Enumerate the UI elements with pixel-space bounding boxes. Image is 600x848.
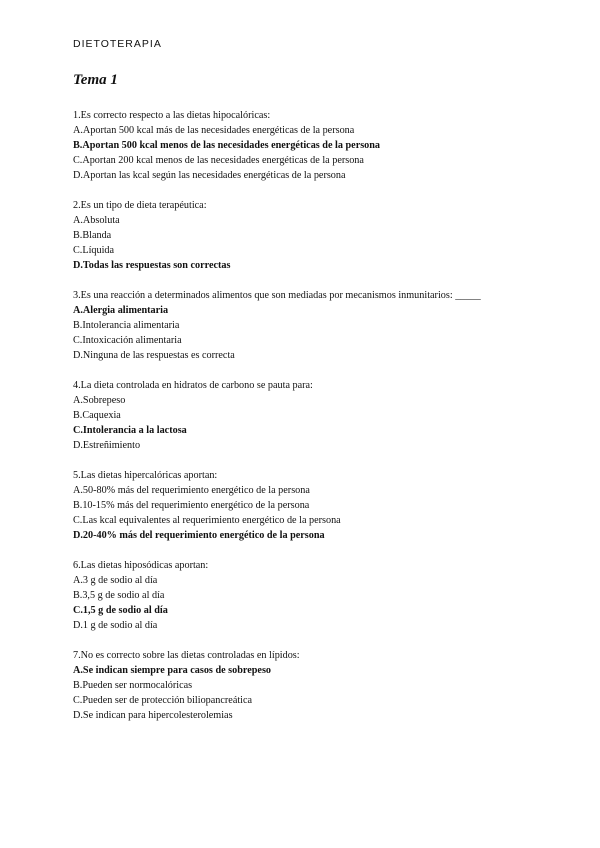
question-text: 7.No es correcto sobre las dietas controladas en lípidos:	[73, 650, 300, 661]
answer-option: D.1 g de sodio al día	[73, 620, 158, 631]
answer-option-correct: D.20-40% más del requerimiento energético de la persona	[73, 530, 325, 541]
answer-option: D.Aportan las kcal según las necesidades energéticas de la persona	[73, 170, 346, 181]
answer-option: B.Pueden ser normocalóricas	[73, 680, 193, 691]
question-block	[73, 108, 543, 183]
answer-option: B.10-15% más del requerimiento energético de la persona	[73, 500, 310, 511]
answer-option: C.Intoxicación alimentaria	[73, 335, 182, 346]
question-block	[73, 288, 543, 363]
answer-option-correct: A.Se indican siempre para casos de sobrepeso	[73, 665, 272, 676]
answer-option-correct: B.Aportan 500 kcal menos de las necesidades energéticas de la persona	[73, 140, 381, 151]
answer-option: D.Estreñimiento	[73, 440, 141, 451]
question-block	[73, 558, 543, 633]
question-text: 2.Es un tipo de dieta terapéutica:	[73, 200, 207, 211]
answer-option-correct: C.Intolerancia a la lactosa	[73, 425, 187, 436]
answer-option-correct: C.1,5 g de sodio al día	[73, 605, 168, 616]
question-text: 1.Es correcto respecto a las dietas hipocalóricas:	[73, 110, 271, 121]
answer-option: A.3 g de sodio al día	[73, 575, 158, 586]
answer-option: D.Ninguna de las respuestas es correcta	[73, 350, 235, 361]
answer-option-correct: D.Todas las respuestas son correctas	[73, 260, 231, 271]
question-text: 4.La dieta controlada en hidratos de carbono se pauta para:	[73, 380, 313, 391]
answer-option: A.Sobrepeso	[73, 395, 126, 406]
answer-option: B.Caquexia	[73, 410, 121, 421]
answer-option: B.Intolerancia alimentaria	[73, 320, 180, 331]
answer-option: C.Pueden ser de protección biliopancreática	[73, 695, 253, 706]
question-block	[73, 648, 543, 723]
answer-option: D.Se indican para hipercolesterolemias	[73, 710, 233, 721]
answer-option: C.Las kcal equivalentes al requerimiento energético de la persona	[73, 515, 341, 526]
section-title: Tema 1	[73, 72, 118, 88]
answer-option: B.3,5 g de sodio al día	[73, 590, 165, 601]
question-block	[73, 378, 543, 453]
answer-option-correct: A.Alergia alimentaria	[73, 305, 169, 316]
question-text: 5.Las dietas hipercalóricas aportan:	[73, 470, 218, 481]
question-text: 6.Las dietas hiposódicas aportan:	[73, 560, 209, 571]
answer-option: C.Líquida	[73, 245, 115, 256]
question-list	[73, 108, 543, 738]
question-block	[73, 198, 543, 273]
answer-option: C.Aportan 200 kcal menos de las necesidades energéticas de la persona	[73, 155, 364, 166]
document-header: DIETOTERAPIA	[73, 38, 162, 50]
question-block	[73, 468, 543, 543]
answer-option: A.Absoluta	[73, 215, 120, 226]
answer-option: A.Aportan 500 kcal más de las necesidades energéticas de la persona	[73, 125, 355, 136]
question-text: 3.Es una reacción a determinados alimentos que son mediadas por mecanismos inmunitarios: _____	[73, 290, 481, 301]
answer-option: A.50-80% más del requerimiento energético de la persona	[73, 485, 310, 496]
answer-option: B.Blanda	[73, 230, 112, 241]
